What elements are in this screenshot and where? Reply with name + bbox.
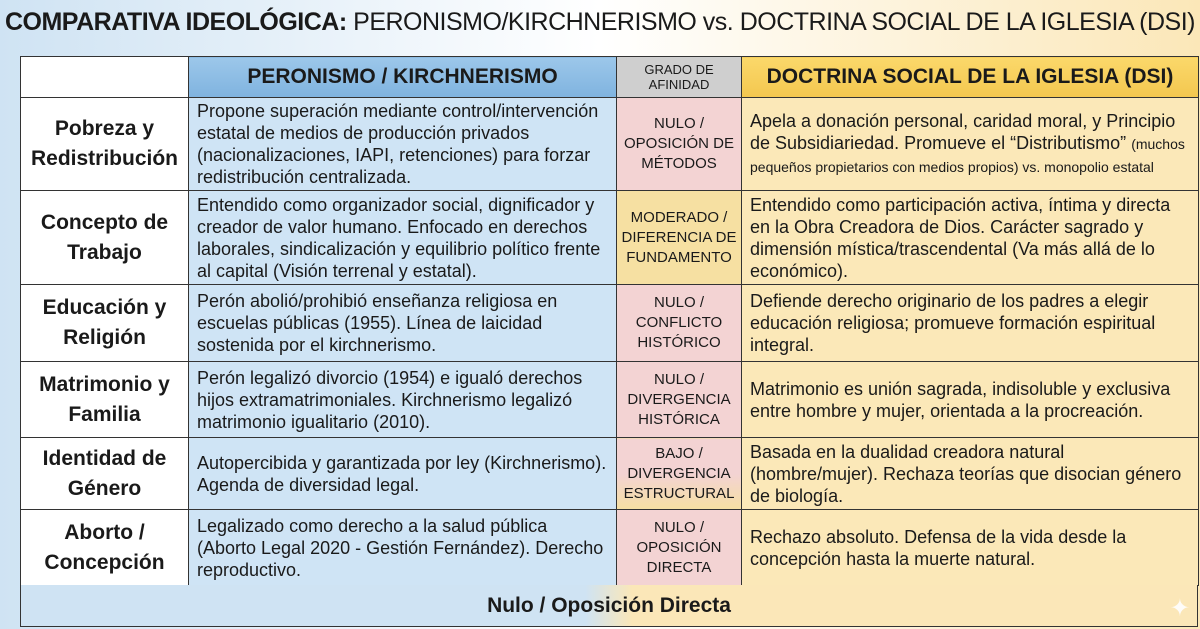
sparkle-icon: ✦ — [1169, 595, 1190, 622]
dsi-cell: Matrimonio es unión sagrada, indisoluble y exclusiva entre hombre y mujer, orientada a la procreación. — [742, 362, 1199, 438]
peronismo-cell: Entendido como organizador social, dignificador y creador de valor humano. Enfocado en derechos laborales, sindicalización y equilibrio político frente al capital (Visión terrenal y estatal). — [189, 191, 617, 285]
header-dsi: DOCTRINA SOCIAL DE LA IGLESIA (DSI) — [742, 57, 1199, 98]
grade-cell: MODERADO / DIFERENCIA DE FUNDAMENTO — [617, 191, 742, 285]
grade-cell: NULO / OPOSICIÓN DE MÉTODOS — [617, 98, 742, 191]
peronismo-cell: Perón legalizó divorcio (1954) e igualó derechos hijos extramatrimoniales. Kirchnerismo legalizó matrimonio igualitario (2010). — [189, 362, 617, 438]
dsi-text: Apela a donación personal, caridad moral, y Principio de Subsidiariedad. Promueve el “Distributismo” — [750, 111, 1176, 153]
table-row — [21, 285, 1199, 362]
dsi-cell — [742, 98, 1199, 191]
table-row — [21, 98, 1199, 191]
grade-cell: NULO / DIVERGENCIA HISTÓRICA — [617, 362, 742, 438]
comparison-table — [20, 56, 1199, 586]
grade-cell: NULO / OPOSICIÓN DIRECTA — [617, 510, 742, 586]
peronismo-cell: Legalizado como derecho a la salud pública (Aborto Legal 2020 - Gestión Fernández). Derecho reproductivo. — [189, 510, 617, 586]
table-row — [21, 191, 1199, 285]
header-grade: GRADO DE AFINIDAD — [617, 57, 742, 98]
dsi-cell: Rechazo absoluto. Defensa de la vida desde la concepción hasta la muerte natural. — [742, 510, 1199, 586]
header-peronismo: PERONISMO / KIRCHNERISMO — [189, 57, 617, 98]
row-topic: Pobreza y Redistribución — [21, 98, 189, 191]
table-row — [21, 510, 1199, 586]
row-topic: Identidad de Género — [21, 438, 189, 510]
dsi-cell: Basada en la dualidad creadora natural (hombre/mujer). Rechaza teorías que disocian género de biología. — [742, 438, 1199, 510]
grade-cell: NULO / CONFLICTO HISTÓRICO — [617, 285, 742, 362]
dsi-cell: Entendido como participación activa, íntima y directa en la Obra Creadora de Dios. Carácter sagrado y dimensión mística/trascendental (Va más allá de lo económico). — [742, 191, 1199, 285]
dsi-small-text: (muchos pequeños propietarios con medios propios) vs. monopolio estatal — [750, 136, 1185, 175]
row-topic: Concepto de Trabajo — [21, 191, 189, 285]
title-bold: COMPARATIVA IDEOLÓGICA: — [4, 8, 347, 36]
table-row — [21, 362, 1199, 438]
row-topic: Aborto / Concepción — [21, 510, 189, 586]
title-rest: PERONISMO/KIRCHNERISMO vs. DOCTRINA SOCIAL DE LA IGLESIA (DSI) — [353, 8, 1196, 36]
footer-verdict: Nulo / Oposición Directa — [20, 585, 1198, 627]
page-title — [0, 8, 1200, 37]
table-row — [21, 438, 1199, 510]
row-topic: Matrimonio y Familia — [21, 362, 189, 438]
grade-cell: BAJO / DIVERGENCIA ESTRUCTURAL — [617, 438, 742, 510]
header-row — [21, 57, 1199, 98]
dsi-cell: Defiende derecho originario de los padres a elegir educación religiosa; promueve formación espiritual integral. — [742, 285, 1199, 362]
header-blank-cell — [21, 57, 189, 98]
peronismo-cell: Autopercibida y garantizada por ley (Kirchnerismo). Agenda de diversidad legal. — [189, 438, 617, 510]
peronismo-cell: Propone superación mediante control/intervención estatal de medios de producción privados (nacionalizaciones, IAPI, retenciones) para forzar redistribución centralizada. — [189, 98, 617, 191]
peronismo-cell: Perón abolió/prohibió enseñanza religiosa en escuelas públicas (1955). Línea de laicidad sostenida por el kirchnerismo. — [189, 285, 617, 362]
row-topic: Educación y Religión — [21, 285, 189, 362]
